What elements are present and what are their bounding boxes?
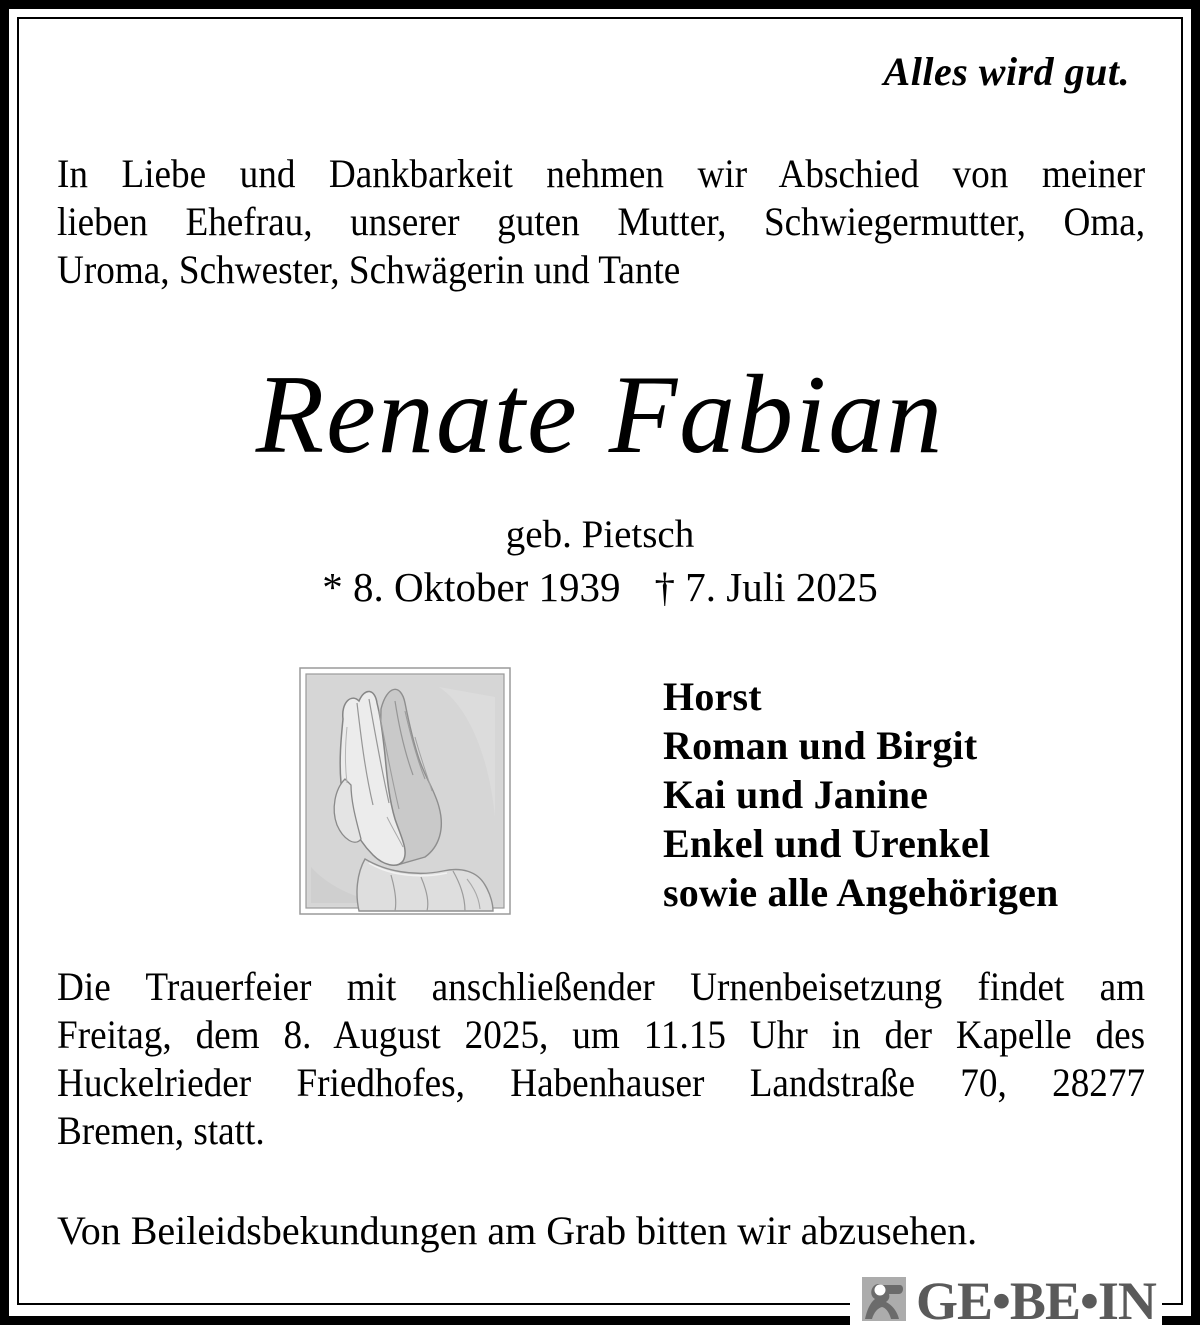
motto-text: Alles wird gut. — [883, 49, 1130, 94]
death-date: † 7. Juli 2025 — [654, 564, 878, 610]
publisher-figure-icon — [862, 1277, 906, 1321]
birth-date: * 8. Oktober 1939 — [322, 564, 621, 610]
life-dates — [0, 562, 1200, 612]
praying-hands-drawing — [299, 667, 511, 915]
mourners-list — [663, 672, 1059, 917]
deceased-name: Renate Fabian — [255, 353, 945, 477]
ceremony-line: Bremen, statt. — [57, 1108, 265, 1153]
praying-hands-image — [299, 667, 511, 915]
mourner-line: Roman und Birgit — [663, 723, 978, 768]
condolence-note: Von Beileidsbekundungen am Grab bitten wir abzusehen. — [57, 1208, 978, 1253]
publisher-logo — [850, 1268, 1162, 1325]
ceremony-line: Huckelrieder Friedhofes, Habenhauser Landstraße 70, 28277 — [57, 1060, 1146, 1105]
publisher-logo-text: GE•BE•IN — [916, 1271, 1156, 1325]
ceremony-line: Die Trauerfeier mit anschließender Urnenbeisetzung findet am — [57, 964, 1146, 1009]
intro-paragraph — [57, 150, 1145, 294]
intro-line: In Liebe und Dankbarkeit nehmen wir Abschied von meiner — [57, 151, 1146, 196]
mourner-line: Horst — [663, 674, 762, 719]
maiden-name: geb. Pietsch — [505, 513, 695, 556]
ceremony-line: Freitag, dem 8. August 2025, um 11.15 Uhr in der Kapelle des — [57, 1012, 1146, 1057]
intro-line: lieben Ehefrau, unserer guten Mutter, Schwiegermutter, Oma, — [57, 199, 1146, 244]
mourner-line: sowie alle Angehörigen — [663, 870, 1059, 915]
intro-line: Uroma, Schwester, Schwägerin und Tante — [57, 247, 681, 292]
ceremony-paragraph — [57, 963, 1145, 1155]
mourner-line: Kai und Janine — [663, 772, 929, 817]
mourner-line: Enkel und Urenkel — [663, 821, 991, 866]
